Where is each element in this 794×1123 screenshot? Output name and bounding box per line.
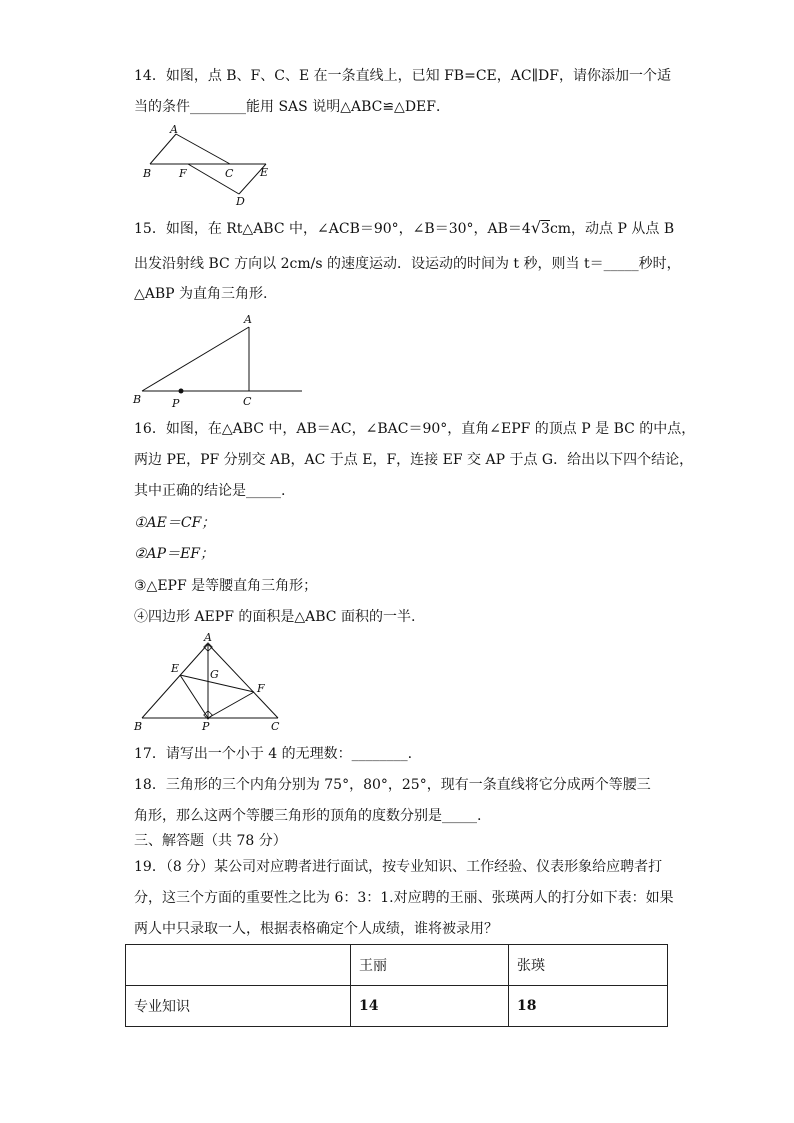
q15-point-p (179, 389, 184, 394)
q16-label-b: B (134, 720, 143, 733)
q18-line-2: 角形，那么这两个等腰三角形的顶角的度数分别是_____. (134, 808, 482, 824)
q16-label-p: P (202, 720, 210, 733)
q14-label-a: A (170, 123, 178, 136)
q15-label-a: A (244, 313, 252, 326)
q15-line-1-a: 15．如图，在 Rt△ABC 中，∠ACB＝90°，∠B＝30°，AB＝4 (134, 221, 531, 237)
q16-option-4: ④四边形 AEPF 的面积是△ABC 面积的一半. (134, 609, 416, 625)
table-header-cell (126, 945, 351, 986)
q15-line-1-b: cm，动点 P 从点 B (549, 221, 675, 237)
q15-line-2: 出发沿射线 BC 方向以 2cm/s 的速度运动．设运动的时间为 t 秒，则当 t＝_____秒时， (134, 256, 681, 272)
q14-label-f: F (179, 167, 187, 180)
q15-line-3: △ABP 为直角三角形. (134, 286, 268, 302)
table-cell: 专业知识 (126, 986, 351, 1027)
q16-option-3: ③△EPF 是等腰直角三角形； (134, 578, 318, 594)
q16-label-e: E (171, 662, 180, 675)
sqrt-icon: √ (530, 218, 542, 237)
q16-label-g: G (210, 668, 219, 681)
section-3-title: 三、解答题（共 78 分） (134, 833, 287, 849)
table-cell: 14 (351, 986, 509, 1027)
q15-label-p: P (172, 397, 180, 410)
q15-line-1 (134, 218, 674, 239)
q17-line-1: 17．请写出一个小于 4 的无理数：________. (134, 746, 413, 762)
q15-figure (130, 310, 306, 410)
q16-line-2: 两边 PE，PF 分别交 AB，AC 于点 E，F，连接 EF 交 AP 于点 G．给出以下四个结论， (134, 452, 694, 468)
q14-label-e: E (260, 166, 269, 179)
q14-label-b: B (143, 167, 152, 180)
q14-label-d: D (236, 195, 245, 208)
q14-line-1: 14．如图，点 B、F、C、E 在一条直线上，已知 FB=CE，AC∥DF，请你添加一个适 (134, 68, 671, 84)
q19-line-1: 19．（8 分）某公司对应聘者进行面试，按专业知识、工作经验、仪表形象给应聘者打 (134, 859, 663, 875)
q15-label-b: B (133, 393, 142, 406)
q16-option-2: ②AP＝EF； (134, 546, 215, 562)
q16-label-f: F (257, 682, 265, 695)
q16-option-1: ①AE＝CF； (134, 515, 216, 531)
q19-score-table (125, 944, 668, 1027)
table-cell: 18 (509, 986, 668, 1027)
q14-figure (138, 122, 273, 210)
table-header-cell: 张瑛 (509, 945, 668, 986)
q14-line-2: 当的条件________能用 SAS 说明△ABC≌△DEF． (134, 99, 450, 115)
q18-line-1: 18．三角形的三个内角分别为 75°，80°，25°，现有一条直线将它分成两个等腰三 (134, 777, 651, 793)
q19-line-3: 两人中只录取一人，根据表格确定个人成绩，谁将被录用？ (134, 921, 498, 937)
table-header-row (126, 945, 668, 986)
q19-line-2: 分，这三个方面的重要性之比为 6：3：1.对应聘的王丽、张瑛两人的打分如下表：如果 (134, 890, 674, 906)
q16-label-c: C (271, 720, 280, 733)
q16-line-3: 其中正确的结论是_____. (134, 483, 286, 499)
q15-label-c: C (243, 395, 252, 408)
table-header-cell: 王丽 (351, 945, 509, 986)
q16-line-1: 16．如图，在△ABC 中，AB＝AC，∠BAC＝90°，直角∠EPF 的顶点 P 是 BC 的中点， (134, 421, 696, 437)
q16-figure (130, 630, 290, 736)
q14-label-c: C (225, 167, 234, 180)
table-row (126, 986, 668, 1027)
q15-sqrt-content: 3 (541, 221, 550, 237)
q16-label-a: A (204, 631, 212, 644)
